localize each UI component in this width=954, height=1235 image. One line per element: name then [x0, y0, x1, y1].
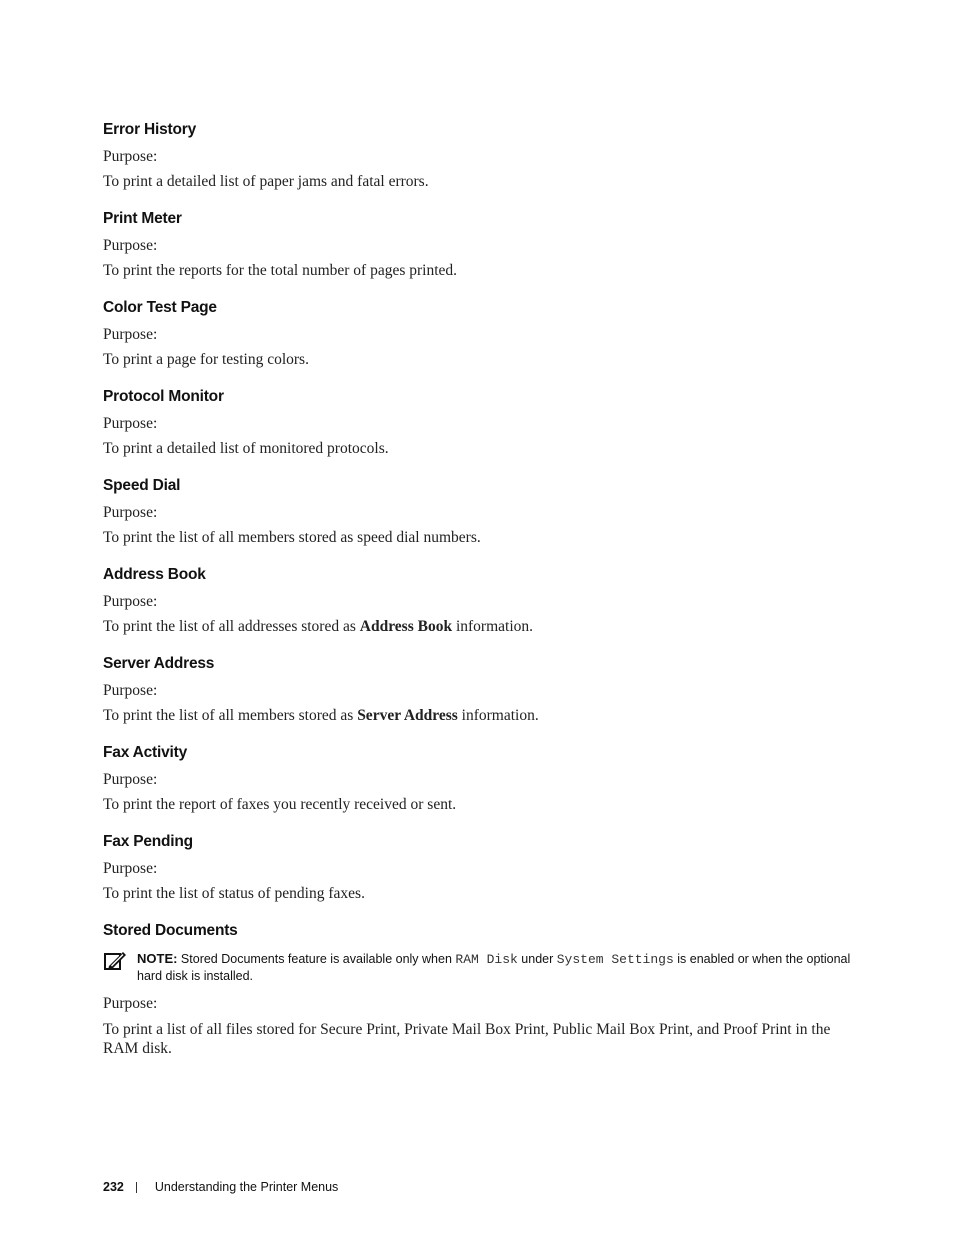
note-pencil-icon — [103, 951, 127, 971]
purpose-label: Purpose: — [103, 237, 158, 254]
purpose-label: Purpose: — [103, 682, 158, 699]
menu-reference: Server Address — [357, 707, 458, 724]
purpose-description: To print a list of all files stored for Secure Print, Private Mail Box Print, Public Mail Box Print, and Proof Print in the RAM disk. — [103, 1021, 831, 1057]
purpose-description: To print the list of all members stored as speed dial numbers. — [103, 529, 481, 546]
menu-reference: Address Book — [359, 618, 453, 635]
purpose-label: Purpose: — [103, 995, 158, 1012]
purpose-description: To print a detailed list of paper jams and fatal errors. — [103, 173, 429, 190]
section-heading: Color Test Page — [103, 299, 217, 316]
section-heading: Speed Dial — [103, 477, 181, 494]
section-heading: Protocol Monitor — [103, 388, 224, 405]
note-box — [103, 950, 863, 985]
setting-name: RAM Disk — [455, 952, 518, 967]
desc-text: information. — [452, 618, 534, 635]
chapter-title: Understanding the Printer Menus — [154, 1180, 339, 1194]
purpose-label: Purpose: — [103, 148, 158, 165]
purpose-description: To print the list of status of pending faxes. — [103, 885, 365, 902]
section-protocol-monitor — [103, 385, 863, 474]
section-server-address — [103, 652, 863, 741]
section-fax-pending — [103, 830, 863, 919]
section-heading: Error History — [103, 121, 197, 138]
menu-name: System Settings — [556, 952, 674, 967]
section-stored-documents — [103, 919, 863, 1058]
section-heading: Address Book — [103, 566, 206, 583]
note-text: Stored Documents feature is available only when — [177, 952, 456, 966]
purpose-description — [103, 614, 863, 639]
desc-text: information. — [457, 707, 539, 724]
section-heading: Fax Pending — [103, 833, 193, 850]
purpose-label: Purpose: — [103, 771, 158, 788]
note-text: under — [517, 952, 557, 966]
purpose-label: Purpose: — [103, 415, 158, 432]
section-address-book — [103, 563, 863, 652]
section-heading: Stored Documents — [103, 922, 238, 939]
purpose-description: To print the reports for the total number of pages printed. — [103, 262, 458, 279]
desc-text: To print the list of all addresses stored as — [103, 618, 360, 635]
section-color-test-page — [103, 296, 863, 385]
section-fax-activity — [103, 741, 863, 830]
purpose-label: Purpose: — [103, 326, 158, 343]
footer-divider — [136, 1182, 137, 1193]
desc-text: To print the list of all members stored as — [103, 707, 358, 724]
page-content — [103, 118, 863, 1058]
purpose-label: Purpose: — [103, 504, 158, 521]
section-heading: Print Meter — [103, 210, 182, 227]
section-speed-dial — [103, 474, 863, 563]
purpose-label: Purpose: — [103, 593, 158, 610]
note-label: NOTE: — [137, 951, 178, 966]
note-text: is enabled or when the optional hard disk is installed. — [137, 952, 851, 983]
section-error-history — [103, 118, 863, 207]
purpose-description: To print the report of faxes you recently received or sent. — [103, 796, 457, 813]
purpose-label: Purpose: — [103, 860, 158, 877]
page-number: 232 — [103, 1180, 124, 1194]
page-footer — [103, 1180, 338, 1194]
purpose-description: To print a detailed list of monitored protocols. — [103, 440, 389, 457]
section-heading: Server Address — [103, 655, 215, 672]
section-heading: Fax Activity — [103, 744, 188, 761]
section-print-meter — [103, 207, 863, 296]
purpose-description — [103, 703, 863, 728]
purpose-description: To print a page for testing colors. — [103, 351, 309, 368]
